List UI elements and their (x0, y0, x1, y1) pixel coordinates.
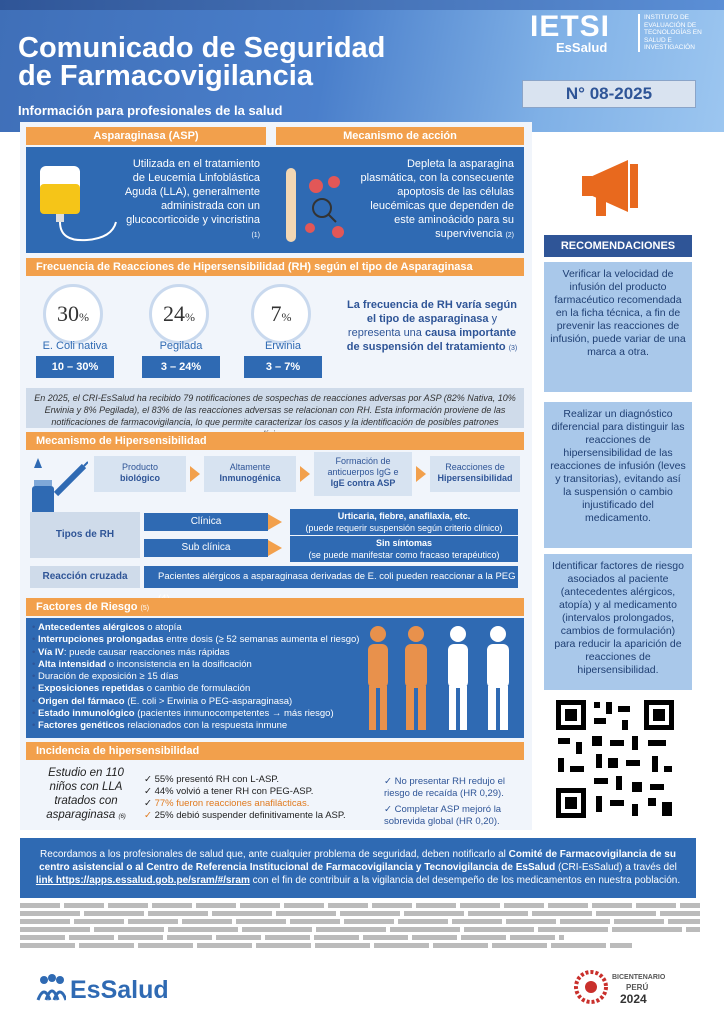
asp-header: Asparaginasa (ASP) (26, 127, 266, 145)
peru-label: PERÚ (626, 983, 649, 992)
bone-cells-icon (278, 162, 354, 248)
megaphone-icon (578, 150, 662, 222)
list-item: • Interrupciones prolongadas entre dosis (≥ 52 semanas aumenta el riesgo) (32, 634, 372, 646)
list-item: • Exposiciones repetidas o cambio de formulación (32, 683, 372, 695)
mechanism-description: Depleta la asparagina plasmática, con la consecuente apoptosis de las células leucémicas que dependen de este aminoácido para su supervivencia (2) (360, 158, 514, 240)
list-item: ✓ 25% debió suspender definitivamente la ASP. (144, 810, 346, 821)
recommendation-3: Identificar factores de riesgo asociados al paciente (antecedentes alérgicos, atopía) y al medicamento (intervalos prolongados, cambios de formulación) para reducir la aparición de reacciones de hipersensibilidad. (544, 554, 692, 690)
freq-label: Pegilada (159, 340, 203, 352)
list-item: • Duración de exposición ≥ 15 días (32, 671, 372, 683)
rh-types-label: Tipos de RH (30, 512, 140, 558)
incidence-study: Estudio en 110 niños con LLA tratados con asparaginasa (6) (46, 767, 126, 821)
list-item: ✓ 77% fueron reacciones anafilácticas. (144, 798, 310, 809)
flow-arrow-icon (416, 466, 426, 482)
flow-step-antibodies: Formación de anticuerpos IgG e IgE contra ASP (314, 452, 412, 496)
essalud-logo-text: EsSalud (556, 40, 608, 55)
notification-footer: Recordamos a los profesionales de salud que, ante cualquier problema de seguridad, deben notificarlo al Comité de Farmacovigilancia de su centro asistencial o al Centro de Referencia Institucional de Farmacovigilancia y Tecnovigilancia de EsSalud (CRI-EsSalud) a través del link https://apps.essalud.gob.pe/sram/#/sram con el fin de contribuir a la vigilancia del desempeño de los medicamentos en nuestra población. (20, 838, 696, 898)
title-line-1: Comunicado de Seguridad (18, 32, 386, 64)
flow-step-product: Producto biológico (94, 456, 186, 492)
list-item: • Origen del fármaco (E. coli > Erwinia o PEG-asparaginasa) (32, 696, 372, 708)
risk-list (32, 622, 372, 733)
page-subtitle: Información para profesionales de la salud (18, 103, 283, 118)
rh-clinica: Clínica (144, 513, 268, 531)
incidence-header: Incidencia de hipersensibilidad (26, 742, 524, 760)
freq-item-erwinia (248, 284, 311, 344)
recommendation-1: Verificar la velocidad de infusión del producto farmacéutico recomendada en la ficha técnica, a fin de prevenir las reacciones de infusión, puede variar de una marca a otra. (544, 262, 692, 392)
essalud-bottom-logo: EsSalud (70, 976, 169, 1004)
recommendations-header: RECOMENDACIONES (544, 235, 692, 257)
recommendation-2: Realizar un diagnóstico diferencial para distinguir las reacciones de hipersensibilidad de las reacciones de infusión (leves y transitorias), evitando así la suspensión o cambio injustificado del medicamento. (544, 402, 692, 548)
cri-report: En 2025, el CRI-EsSalud ha recibido 79 notificaciones de sospechas de reacciones adversas por ASP (82% Nativa, 10% Erwinia y 8% Pegilada), el 83% de las reacciones adversas se relacionan con RH. Esta información proviene de las notificaciones de farmacovigilancia, lo que permite caracterizar los casos y la identificación de posibles patrones (26, 388, 524, 428)
hyper-header: Mecanismo de Hipersensibilidad (26, 432, 524, 450)
freq-label: Erwinia (264, 340, 302, 352)
frequency-note: La frecuencia de RH varía según el tipo de asparaginasa y representa una causa importante de suspensión del tratamiento (3) (346, 299, 518, 353)
cross-reaction-text: Pacientes alérgicos a asparaginasa derivadas de E. coli pueden reaccionar a la PEG (144, 566, 518, 588)
freq-circle: 24% (149, 284, 209, 344)
incidence-list-2 (384, 776, 520, 828)
flow-step-immunogenic: Altamente Inmunogénica (204, 456, 296, 492)
flow-arrow-icon (300, 466, 310, 482)
asp-description: Utilizada en el tratamiento de Leucemia Linfoblástica Aguda (LLA), generalmente administrada con un glucocorticoide y vincristina (1) (124, 158, 260, 239)
title-line-2: de Farmacovigilancia (18, 60, 313, 92)
list-item: • Factores genéticos relacionados con la respuesta inmune (32, 720, 372, 732)
rh-clinica-desc: Urticaria, fiebre, anafilaxia, etc. (puede requerir suspensión según criterio clínico) (290, 509, 518, 535)
essalud-family-icon (36, 972, 66, 1002)
freq-circle: 30% (43, 284, 103, 344)
list-item: • Estado inmunológico (pacientes inmunocompetentes → más riesgo) (32, 708, 372, 720)
iv-bag-icon (32, 162, 122, 248)
bulletin-number: N° 08-2025 (522, 80, 696, 108)
rh-subclinica-desc: Sin síntomas (se puede manifestar como fracaso terapéutico) (290, 536, 518, 562)
freq-item-pegilada (146, 284, 209, 344)
mechanism-header: Mecanismo de acción (276, 127, 524, 145)
freq-range: 3 – 24% (142, 356, 220, 378)
rh-subclinica: Sub clínica (144, 539, 268, 557)
freq-label: E. Coli nativa (42, 340, 108, 352)
risk-header: Factores de Riesgo (5) (26, 598, 524, 616)
institute-name: INSTITUTO DE EVALUACIÓN DE TECNOLOGÍAS EN SALUD E INVESTIGACIÓN (638, 14, 718, 52)
flow-arrow-icon (190, 466, 200, 482)
freq-range: 3 – 7% (244, 356, 322, 378)
flow-step-reactions: Reacciones de Hipersensibilidad (430, 456, 520, 492)
freq-circle: 7% (251, 284, 311, 344)
bicentenario-label: BICENTENARIO (612, 974, 666, 981)
list-item: ✓ 44% volvió a tener RH con PEG-ASP. (144, 786, 314, 797)
year-label: 2024 (620, 992, 647, 1006)
arrow-icon (268, 514, 282, 530)
list-item: • Alta intensidad o inconsistencia en la dosificación (32, 659, 372, 671)
bicentenario-emblem-icon (574, 970, 608, 1004)
sram-link[interactable]: link https://apps.essalud.gob.pe/sram/#/sram (35, 875, 250, 886)
list-item: ✓ Completar ASP mejoró la sobrevida global (HR 0,20). (384, 804, 502, 827)
cross-reaction-label: Reacción cruzada (30, 566, 140, 588)
references (20, 903, 700, 948)
list-item: • Antecedentes alérgicos o atopía (32, 622, 372, 634)
list-item: ✓ 55% presentó RH con L-ASP. (144, 774, 280, 785)
list-item: ✓ No presentar RH redujo el riesgo de recaída (HR 0,29). (384, 776, 505, 799)
qr-code-icon[interactable] (552, 696, 678, 822)
frequency-header: Frecuencia de Reacciones de Hipersensibilidad (RH) según el tipo de Asparaginasa (26, 258, 524, 276)
incidence-list-1 (144, 774, 370, 822)
freq-item-enativa (40, 284, 103, 344)
freq-range: 10 – 30% (36, 356, 114, 378)
human-figures-icon (358, 622, 520, 734)
arrow-icon (268, 540, 282, 556)
list-item: • Vía IV: puede causar reacciones más rápidas (32, 647, 372, 659)
page-title (18, 34, 438, 90)
header-strip (0, 0, 724, 10)
ietsi-logo: IETSI (530, 10, 611, 43)
